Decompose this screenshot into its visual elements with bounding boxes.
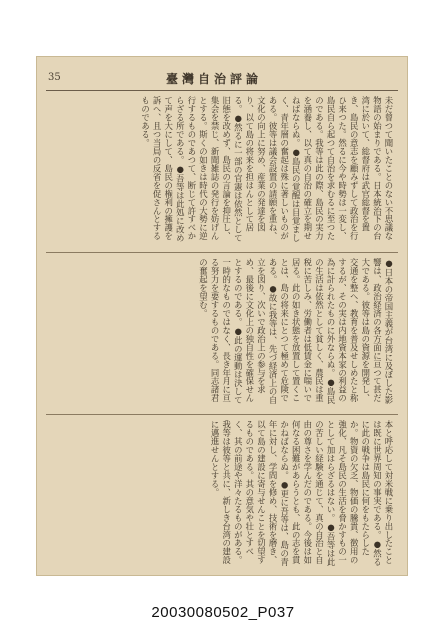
tier-middle-text: ●日本の帝国主義が台湾に及ぼした影響は、政治経済の各方面に亘つて甚だ大である。彼等は島の資源を開発し、交通を整へ、教育を普及せしめたと称するが、その実は内地資本家の利益の為に計られたものに外ならぬ。●島民の生活は依然として貧しく、農民は重税に苦しみ、労働者は低賃金に喘いで居る。此の如き状態を放置して置くことは、島の将来にとつて極めて危険である。●故に我等は、先づ経済上の自立を図り、次いで政治上の参与を求め、最後に文化上の独自性を確保せんとするのである。●此の運動は決して一時的なものではなく、長き年月に亘る努力を要するものである。同志諸君の奮起を望む。 <box>198 258 394 404</box>
document-page <box>36 56 408 576</box>
tier-top-text: 未だ曾つて聞いたことのない不思議な物語の始まりである。日本統治下の台湾に於いて、総督府は武官総督を置き、島民の意志を顧みずして政治を行ひ来つた。然るに今や時勢は一変し、島民自ら起つて自治を求むるに至つたのである。我等は此の際、島民の実力を涵養し、以て真の自治の確立を期せねばならぬ。●島民の覚醒は目覚ましく、青年層の奮起は殊に著しいものがある。彼等は議会設置の請願を重ね、文化の向上に努め、産業の発達を図り、以て島の将来を担はんとして居る。●然るに一部の官憲は依然として旧態を改めず、島民の言論を抑圧し、集会を禁じ、新聞雑誌の発行を妨げんとする。斯くの如きは時代の大勢に逆行するものであつて、断じて許すべからざる所である。●吾等は此処に改めて声を大にして、島民の権利の擁護を訴へ、且つ当局の反省を促さんとするものである。 <box>140 96 394 242</box>
image-caption: 20030080502_P037 <box>151 604 295 621</box>
text-tier-top <box>50 96 394 246</box>
tier-divider-1 <box>46 252 398 253</box>
text-tier-bottom <box>50 420 394 568</box>
header-divider <box>46 90 398 91</box>
tier-divider-2 <box>46 414 398 415</box>
page-number: 35 <box>48 72 61 83</box>
tier-bottom-text: 本と呼応して対米戦に乗り出したことは既に世界周知の事実である。●然るに此の戦争は島民に何をもたらしたか。物資の欠乏、物価の騰貴、徴用の強化、凡そ島民の生活を脅かすもの一として加はらざるはない。●吾等は此の苦しい経験を通じて、真の自治と自由の尊さを学んだのである。今後は如何なる困難があらうとも、此の志を貫かねばならぬ。●更に吾等は、島の青年に対し、学問を修め、技術を磨き、以て島の建設に寄与せんことを切望するものである。其の意気や壮とすべく、其の前途や洋々たるものがある。我等は彼等と共に、新しき台湾の建設に邁進せんとする。 <box>210 420 394 566</box>
text-tier-middle <box>50 258 394 408</box>
running-title: 臺灣自治評論 <box>166 72 263 86</box>
